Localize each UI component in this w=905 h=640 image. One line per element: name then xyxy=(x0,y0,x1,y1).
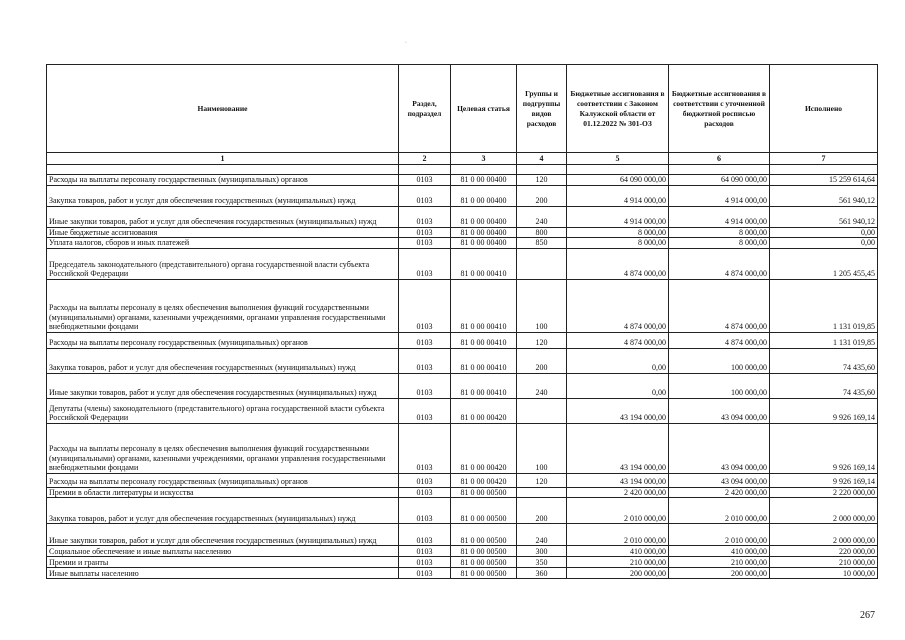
row-target: 81 0 00 00410 xyxy=(451,279,517,332)
row-specified-amount: 43 094 000,00 xyxy=(669,398,770,423)
row-executed-amount: 1 205 455,45 xyxy=(770,248,878,279)
row-section: 0103 xyxy=(399,498,451,524)
row-executed-amount: 2 000 000,00 xyxy=(770,524,878,546)
header-specified: Бюджетные ассигнования в соответствии с уточненной бюджетной росписью расходов xyxy=(669,65,770,153)
row-group: 800 xyxy=(517,227,567,238)
row-executed-amount: 74 435,60 xyxy=(770,373,878,398)
row-specified-amount: 100 000,00 xyxy=(669,373,770,398)
row-group xyxy=(517,398,567,423)
row-target: 81 0 00 00400 xyxy=(451,206,517,227)
row-target: 81 0 00 00500 xyxy=(451,487,517,498)
row-target: 81 0 00 00410 xyxy=(451,248,517,279)
row-target: 81 0 00 00500 xyxy=(451,524,517,546)
row-name: Расходы на выплаты персоналу государственных (муниципальных) органов xyxy=(47,473,399,487)
row-section: 0103 xyxy=(399,185,451,206)
row-specified-amount: 2 010 000,00 xyxy=(669,524,770,546)
row-section: 0103 xyxy=(399,524,451,546)
row-target: 81 0 00 00500 xyxy=(451,546,517,557)
row-section: 0103 xyxy=(399,373,451,398)
row-specified-amount: 410 000,00 xyxy=(669,546,770,557)
row-section: 0103 xyxy=(399,175,451,186)
column-number: 7 xyxy=(770,153,878,165)
row-law-amount: 0,00 xyxy=(567,348,669,373)
row-law-amount: 43 194 000,00 xyxy=(567,423,669,473)
row-section: 0103 xyxy=(399,279,451,332)
row-name: Иные закупки товаров, работ и услуг для обеспечения государственных (муниципальных) нужд xyxy=(47,373,399,398)
row-executed-amount: 9 926 169,14 xyxy=(770,423,878,473)
row-law-amount: 2 420 000,00 xyxy=(567,487,669,498)
row-specified-amount: 4 874 000,00 xyxy=(669,279,770,332)
row-specified-amount: 8 000,00 xyxy=(669,238,770,249)
row-name: Закупка товаров, работ и услуг для обеспечения государственных (муниципальных) нужд xyxy=(47,185,399,206)
row-specified-amount: 4 914 000,00 xyxy=(669,185,770,206)
row-group: 240 xyxy=(517,524,567,546)
row-name: Премии и гранты xyxy=(47,557,399,568)
row-group: 100 xyxy=(517,423,567,473)
row-group: 240 xyxy=(517,206,567,227)
row-section: 0103 xyxy=(399,557,451,568)
row-executed-amount: 561 940,12 xyxy=(770,185,878,206)
table-row xyxy=(47,568,878,579)
row-specified-amount: 4 874 000,00 xyxy=(669,248,770,279)
row-target: 81 0 00 00410 xyxy=(451,332,517,348)
row-group: 850 xyxy=(517,238,567,249)
row-specified-amount: 4 914 000,00 xyxy=(669,206,770,227)
column-number: 1 xyxy=(47,153,399,165)
row-executed-amount: 1 131 019,85 xyxy=(770,279,878,332)
row-name: Иные выплаты населению xyxy=(47,568,399,579)
row-group: 350 xyxy=(517,557,567,568)
row-executed-amount: 10 000,00 xyxy=(770,568,878,579)
row-group: 240 xyxy=(517,373,567,398)
row-target: 81 0 00 00410 xyxy=(451,373,517,398)
row-section: 0103 xyxy=(399,332,451,348)
header-section: Раздел, подраздел xyxy=(399,65,451,153)
row-specified-amount: 2 010 000,00 xyxy=(669,498,770,524)
row-law-amount: 64 090 000,00 xyxy=(567,175,669,186)
column-number: 4 xyxy=(517,153,567,165)
row-law-amount: 4 914 000,00 xyxy=(567,185,669,206)
row-group: 120 xyxy=(517,175,567,186)
row-law-amount: 8 000,00 xyxy=(567,238,669,249)
row-name: Уплата налогов, сборов и иных платежей xyxy=(47,238,399,249)
row-law-amount: 43 194 000,00 xyxy=(567,473,669,487)
row-section: 0103 xyxy=(399,248,451,279)
row-section: 0103 xyxy=(399,546,451,557)
row-name: Иные закупки товаров, работ и услуг для обеспечения государственных (муниципальных) нужд xyxy=(47,524,399,546)
row-target: 81 0 00 00500 xyxy=(451,498,517,524)
row-target: 81 0 00 00400 xyxy=(451,185,517,206)
table-row xyxy=(47,546,878,557)
table-row xyxy=(47,279,878,332)
column-number: 6 xyxy=(669,153,770,165)
row-law-amount: 2 010 000,00 xyxy=(567,524,669,546)
row-law-amount: 4 874 000,00 xyxy=(567,248,669,279)
row-law-amount: 8 000,00 xyxy=(567,227,669,238)
row-group: 200 xyxy=(517,498,567,524)
row-name: Социальное обеспечение и иные выплаты населению xyxy=(47,546,399,557)
row-target: 81 0 00 00420 xyxy=(451,473,517,487)
row-section: 0103 xyxy=(399,487,451,498)
row-target: 81 0 00 00400 xyxy=(451,175,517,186)
page-number: 267 xyxy=(860,610,875,621)
row-target: 81 0 00 00400 xyxy=(451,238,517,249)
row-law-amount: 43 194 000,00 xyxy=(567,398,669,423)
row-target: 81 0 00 00500 xyxy=(451,568,517,579)
row-group: 300 xyxy=(517,546,567,557)
row-name: Расходы на выплаты персоналу в целях обеспечения выполнения функций государственными (муниципальными) органами, казенными учреждениями, органами управления государственными внебюджетными фондами xyxy=(47,279,399,332)
row-executed-amount: 2 000 000,00 xyxy=(770,498,878,524)
table-row xyxy=(47,373,878,398)
header-law: Бюджетные ассигнования в соответствии с Законом Калужской области от 01.12.2022 № 301-ОЗ xyxy=(567,65,669,153)
budget-table xyxy=(46,64,878,579)
row-name: Депутаты (члены) законодательного (представительного) органа государственной власти субъекта Российской Федерации xyxy=(47,398,399,423)
row-section: 0103 xyxy=(399,568,451,579)
row-section: 0103 xyxy=(399,206,451,227)
row-target: 81 0 00 00410 xyxy=(451,348,517,373)
row-executed-amount: 2 220 000,00 xyxy=(770,487,878,498)
row-group xyxy=(517,487,567,498)
row-executed-amount: 15 259 614,64 xyxy=(770,175,878,186)
row-section: 0103 xyxy=(399,227,451,238)
scan-speck: · xyxy=(405,40,407,46)
row-law-amount: 200 000,00 xyxy=(567,568,669,579)
row-law-amount: 4 874 000,00 xyxy=(567,332,669,348)
row-executed-amount: 561 940,12 xyxy=(770,206,878,227)
row-name: Расходы на выплаты персоналу в целях обеспечения выполнения функций государственными (муниципальными) органами, казенными учреждениями, органами управления государственными внебюджетными фондами xyxy=(47,423,399,473)
row-executed-amount: 0,00 xyxy=(770,227,878,238)
row-group: 120 xyxy=(517,473,567,487)
row-group: 120 xyxy=(517,332,567,348)
table-row xyxy=(47,175,878,186)
table-row xyxy=(47,498,878,524)
row-name: Закупка товаров, работ и услуг для обеспечения государственных (муниципальных) нужд xyxy=(47,498,399,524)
row-specified-amount: 43 094 000,00 xyxy=(669,473,770,487)
row-specified-amount: 2 420 000,00 xyxy=(669,487,770,498)
row-target: 81 0 00 00500 xyxy=(451,557,517,568)
row-executed-amount: 220 000,00 xyxy=(770,546,878,557)
header-executed: Исполнено xyxy=(770,65,878,153)
row-section: 0103 xyxy=(399,473,451,487)
row-executed-amount: 0,00 xyxy=(770,238,878,249)
row-section: 0103 xyxy=(399,423,451,473)
table-row xyxy=(47,557,878,568)
row-executed-amount: 74 435,60 xyxy=(770,348,878,373)
row-law-amount: 210 000,00 xyxy=(567,557,669,568)
row-executed-amount: 9 926 169,14 xyxy=(770,473,878,487)
row-name: Премии в области литературы и искусства xyxy=(47,487,399,498)
table-row xyxy=(47,248,878,279)
row-target: 81 0 00 00420 xyxy=(451,423,517,473)
row-name: Расходы на выплаты персоналу государственных (муниципальных) органов xyxy=(47,332,399,348)
table-row xyxy=(47,348,878,373)
table-row xyxy=(47,185,878,206)
row-law-amount: 410 000,00 xyxy=(567,546,669,557)
table-row xyxy=(47,332,878,348)
table-row xyxy=(47,423,878,473)
column-number: 3 xyxy=(451,153,517,165)
table-row xyxy=(47,238,878,249)
header-row xyxy=(47,65,878,153)
row-section: 0103 xyxy=(399,348,451,373)
row-name: Закупка товаров, работ и услуг для обеспечения государственных (муниципальных) нужд xyxy=(47,348,399,373)
header-groups: Группы и подгруппы видов расходов xyxy=(517,65,567,153)
table-row xyxy=(47,206,878,227)
row-specified-amount: 8 000,00 xyxy=(669,227,770,238)
table-row xyxy=(47,227,878,238)
row-specified-amount: 64 090 000,00 xyxy=(669,175,770,186)
row-group: 200 xyxy=(517,348,567,373)
row-group: 100 xyxy=(517,279,567,332)
row-name: Расходы на выплаты персоналу государственных (муниципальных) органов xyxy=(47,175,399,186)
column-number-row xyxy=(47,153,878,165)
header-target: Целевая статья xyxy=(451,65,517,153)
column-number: 2 xyxy=(399,153,451,165)
row-law-amount: 4 914 000,00 xyxy=(567,206,669,227)
table-row xyxy=(47,473,878,487)
row-group: 360 xyxy=(517,568,567,579)
row-specified-amount: 4 874 000,00 xyxy=(669,332,770,348)
table-row xyxy=(47,398,878,423)
row-target: 81 0 00 00420 xyxy=(451,398,517,423)
column-number: 5 xyxy=(567,153,669,165)
header-name: Наименование xyxy=(47,65,399,153)
row-executed-amount: 9 926 169,14 xyxy=(770,398,878,423)
row-section: 0103 xyxy=(399,398,451,423)
row-target: 81 0 00 00400 xyxy=(451,227,517,238)
table-row xyxy=(47,524,878,546)
row-section: 0103 xyxy=(399,238,451,249)
row-name: Председатель законодательного (представительного) органа государственной власти субъекта Российской Федерации xyxy=(47,248,399,279)
row-group xyxy=(517,248,567,279)
row-name: Иные закупки товаров, работ и услуг для обеспечения государственных (муниципальных) нужд xyxy=(47,206,399,227)
row-specified-amount: 100 000,00 xyxy=(669,348,770,373)
row-executed-amount: 210 000,00 xyxy=(770,557,878,568)
row-law-amount: 2 010 000,00 xyxy=(567,498,669,524)
table-row xyxy=(47,487,878,498)
row-specified-amount: 210 000,00 xyxy=(669,557,770,568)
spacer-row xyxy=(47,165,878,175)
row-law-amount: 0,00 xyxy=(567,373,669,398)
row-group: 200 xyxy=(517,185,567,206)
row-executed-amount: 1 131 019,85 xyxy=(770,332,878,348)
row-name: Иные бюджетные ассигнования xyxy=(47,227,399,238)
row-specified-amount: 200 000,00 xyxy=(669,568,770,579)
row-specified-amount: 43 094 000,00 xyxy=(669,423,770,473)
row-law-amount: 4 874 000,00 xyxy=(567,279,669,332)
